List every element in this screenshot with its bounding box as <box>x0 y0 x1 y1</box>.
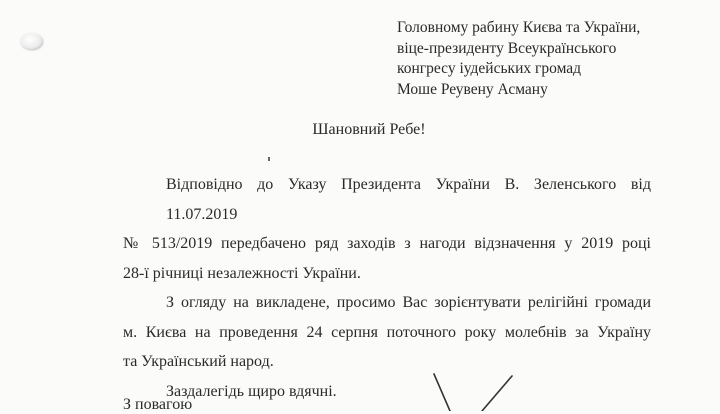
paragraph-line: № 513/2019 передбачено ряд заходів з нагоди відзначення у 2019 році <box>123 235 651 252</box>
addressee-line: Моше Реувену Асману <box>397 80 548 98</box>
paragraph-request <box>123 288 651 377</box>
addressee-block <box>397 18 640 100</box>
thanks-line: Заздалегідь щиро вдячні. <box>166 382 337 400</box>
ink-speck <box>268 157 270 161</box>
paragraph-line: Відповідно до Указу Президента України В. Зеленського від 11.07.2019 <box>166 176 651 223</box>
addressee-line: віце-президенту Всеукраїнського <box>397 39 617 57</box>
salutation: Шановний Ребе! <box>312 121 426 138</box>
addressee-line: конгресу іудейських громад <box>397 60 582 77</box>
paragraph-line: З огляду на викладене, просимо Вас зорієнтувати релігійні громади <box>166 294 651 311</box>
closing-text: З повагою <box>123 396 193 413</box>
paragraph-line: 28-ї річниці незалежності України. <box>123 264 361 282</box>
handwritten-signature <box>420 360 520 411</box>
paragraph-decree <box>123 170 651 288</box>
paragraph-line: м. Києва на проведення 24 серпня поточного року молебнів за Україну <box>123 323 651 341</box>
paragraph-line: та Український народ. <box>123 353 274 370</box>
punch-hole <box>20 33 42 49</box>
letter-body <box>123 170 651 406</box>
addressee-line: Головному рабину Києва та України, <box>397 19 641 36</box>
